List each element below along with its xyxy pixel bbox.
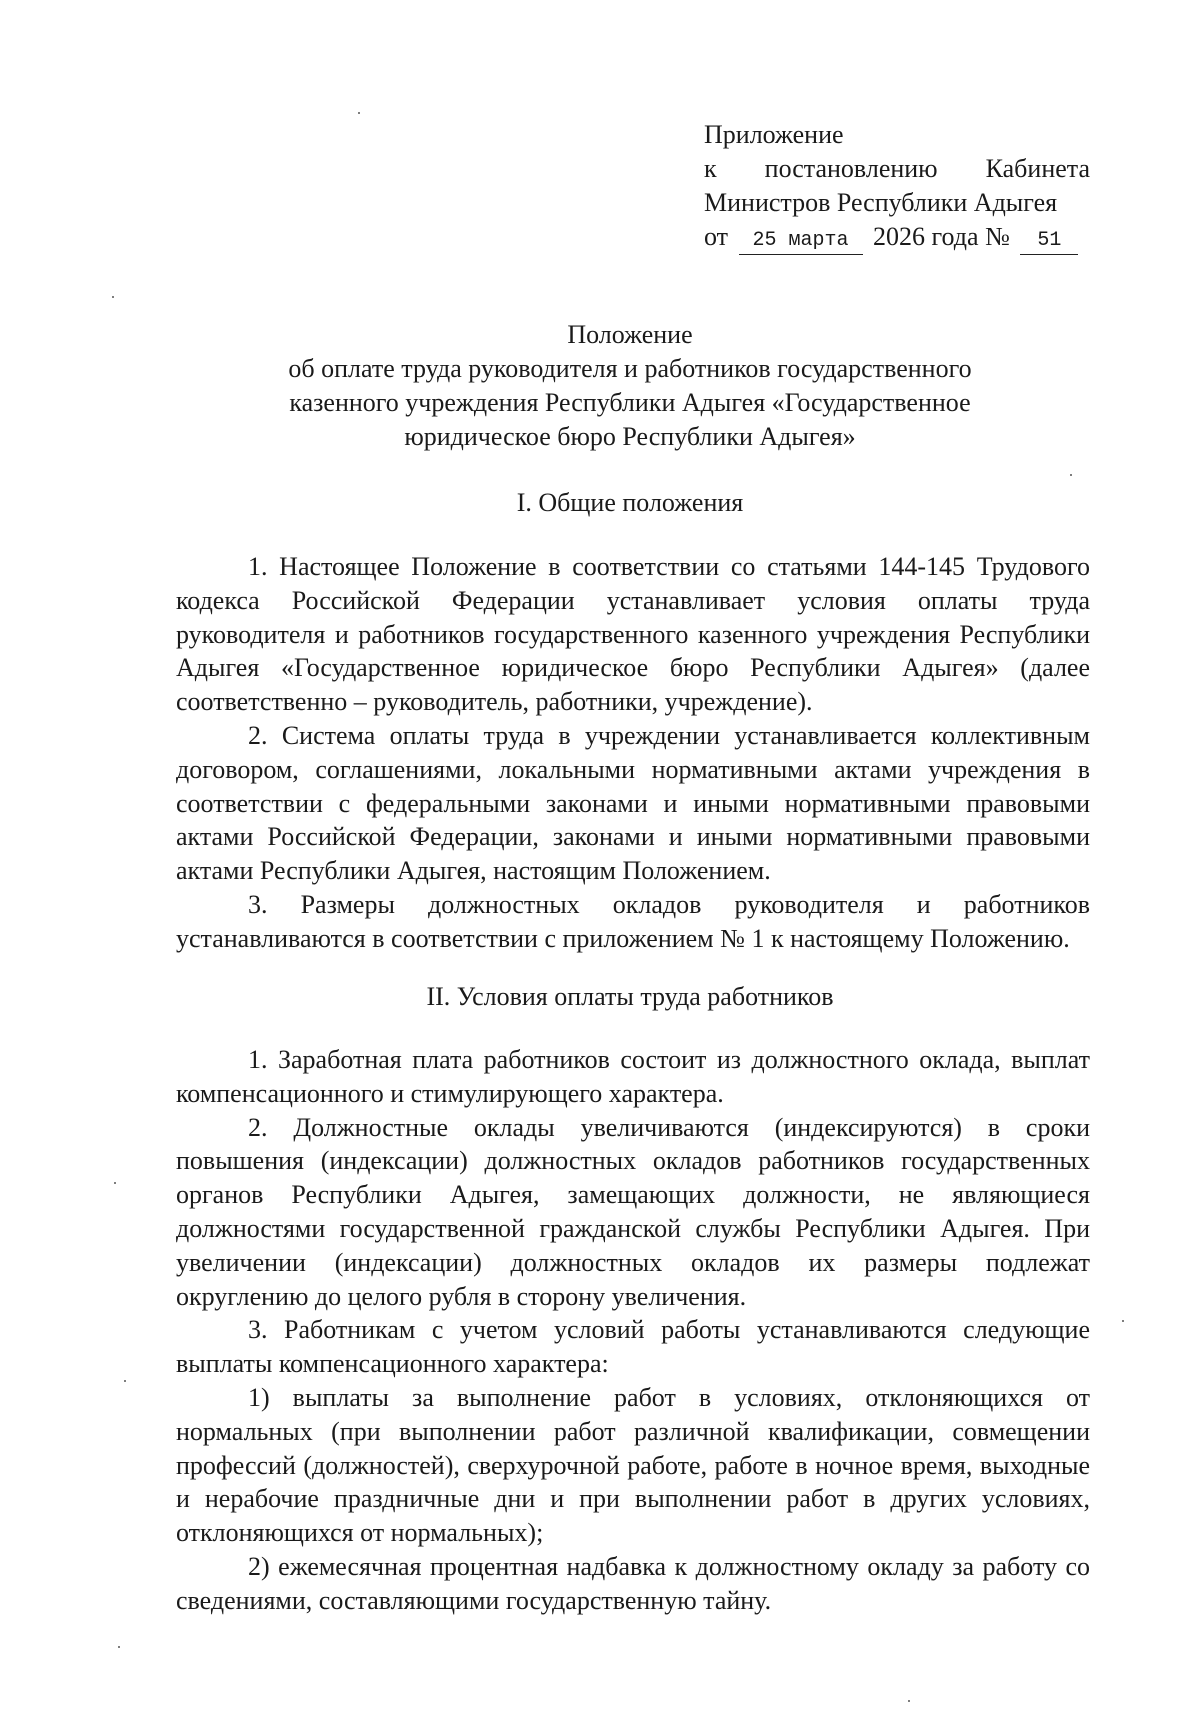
- date-prefix: от: [704, 222, 729, 251]
- document-title: [170, 318, 1090, 454]
- paragraph: 1) выплаты за выполнение работ в условиях, отклоняющихся от нормальных (при выполнении работ различной квалификации, совмещении профессий (должностей), сверхурочной работе, работе в ночное время, выходные и нерабочие праздничные дни и при выполнении работ в других условиях, отклоняющихся от нормальных);: [176, 1382, 1090, 1548]
- scan-speck: [908, 1700, 910, 1702]
- appendix-label: Приложение: [704, 120, 844, 149]
- appendix-word: к: [704, 154, 717, 183]
- paragraph: 3. Работникам с учетом условий работы устанавливаются следующие выплаты компенсационного характера:: [176, 1315, 1090, 1379]
- number-fill: 51: [1020, 228, 1078, 255]
- title-line: казенного учреждения Республики Адыгея «Государственное: [289, 388, 971, 417]
- appendix-word: постановлению: [764, 154, 938, 183]
- section-heading-general: I. Общие положения: [516, 488, 744, 517]
- section-heading-pay-conditions: II. Условия оплаты труда работников: [426, 982, 834, 1011]
- appendix-block: [704, 118, 1090, 255]
- paragraph: 1. Заработная плата работников состоит из должностного оклада, выплат компенсационного и стимулирующего характера.: [176, 1045, 1090, 1108]
- paragraph: 3. Размеры должностных окладов руководителя и работников устанавливаются в соответствии с приложением № 1 к настоящему Положению.: [176, 889, 1090, 953]
- appendix-word: Кабинета: [985, 154, 1090, 183]
- appendix-date-line: [704, 220, 1090, 255]
- scan-speck: [1122, 1320, 1124, 1322]
- paragraph: 2) ежемесячная процентная надбавка к должностному окладу за работу со сведениями, составляющими государственную тайну.: [176, 1551, 1090, 1615]
- paragraph: 2. Система оплаты труда в учреждении устанавливается коллективным договором, соглашениями, локальными нормативными актами учреждения в соответствии с федеральными законами и иными нормативными правовыми актами Российской Федерации, законами и иными нормативными правовыми актами Республики Адыгея, настоящим Положением.: [176, 720, 1090, 886]
- appendix-ministry: Министров Республики Адыгея: [704, 188, 1058, 217]
- section-general-body: [176, 550, 1090, 956]
- scan-speck: [358, 112, 360, 114]
- section-pay-conditions-body: [176, 1043, 1090, 1618]
- paragraph: 1. Настоящее Положение в соответствии со статьями 144-145 Трудового кодекса Российской Федерации устанавливает условия оплаты труда руководителя и работников государственного казенного учреждения Республики Адыгея «Государственное юридическое бюро Республики Адыгея» (далее соответственно – руководитель, работники, учреждение).: [176, 552, 1090, 717]
- date-fill: 25 марта: [739, 228, 863, 255]
- date-suffix: 2026 года №: [873, 222, 1010, 251]
- title-line: Положение: [567, 320, 693, 349]
- title-line: об оплате труда руководителя и работников государственного: [288, 354, 972, 383]
- title-line: юридическое бюро Республики Адыгея»: [404, 422, 856, 451]
- appendix-resolution-line: [704, 152, 1090, 186]
- scan-speck: [118, 1646, 120, 1648]
- scan-speck: [1070, 474, 1072, 476]
- paragraph: 2. Должностные оклады увеличиваются (индексируются) в сроки повышения (индексации) должностных окладов работников государственных органов Республики Адыгея, замещающих должности, не являющиеся должностями государственной гражданской службы Республики Адыгея. При увеличении (индексации) должностных окладов их размеры подлежат округлению до целого рубля в сторону увеличения.: [176, 1112, 1090, 1311]
- scan-speck: [112, 296, 114, 298]
- scan-speck: [114, 1182, 116, 1184]
- scan-speck: [124, 1380, 126, 1382]
